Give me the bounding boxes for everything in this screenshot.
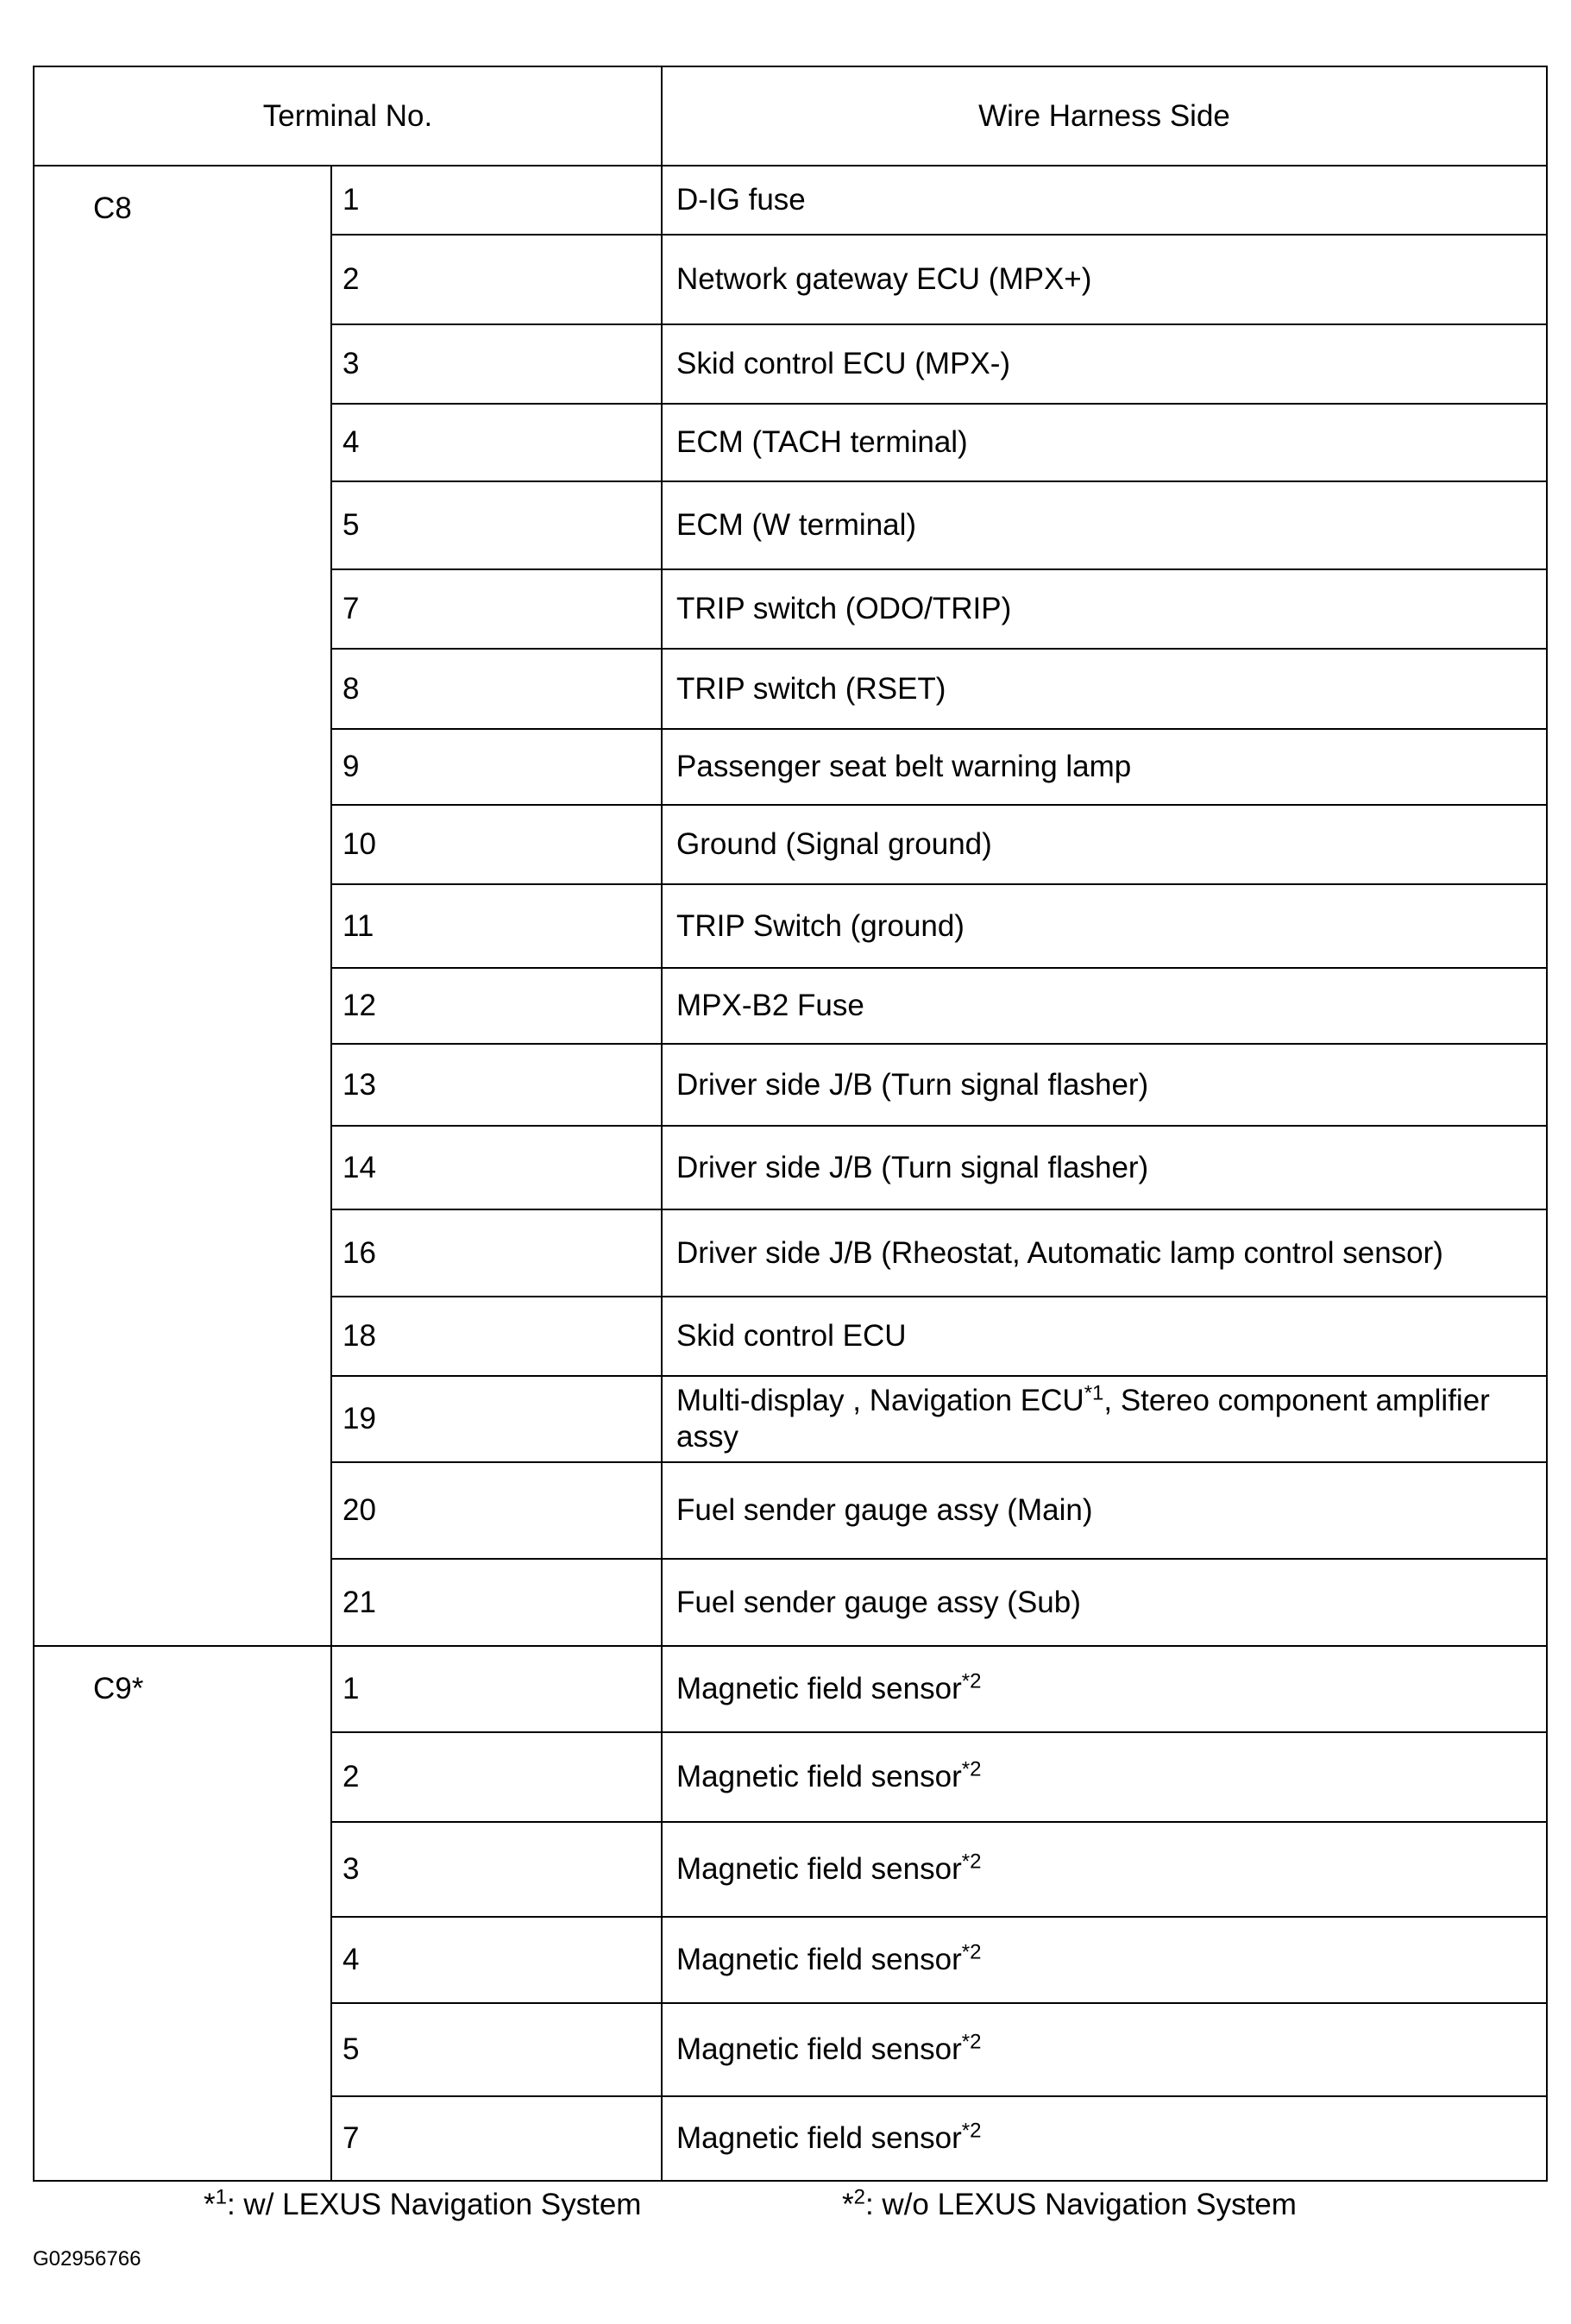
wire-harness-cell (662, 2003, 1547, 2096)
terminal-number-cell: 7 (331, 569, 662, 649)
wire-harness-text: ECM (W terminal) (676, 508, 917, 542)
wire-harness-text: Magnetic field sensor (676, 1943, 962, 1976)
wire-harness-text: Magnetic field sensor (676, 1760, 962, 1793)
wire-harness-text: TRIP switch (ODO/TRIP) (676, 592, 1012, 625)
wire-harness-side-header: Wire Harness Side (662, 66, 1547, 166)
wire-harness-text: ECM (TACH terminal) (676, 425, 968, 459)
wire-harness-cell (662, 235, 1547, 324)
wire-harness-cell (662, 166, 1547, 235)
terminal-number-cell: 1 (331, 1646, 662, 1732)
terminal-table (33, 66, 1548, 2182)
terminal-number-cell: 10 (331, 805, 662, 884)
terminal-number-cell: 2 (331, 1732, 662, 1822)
connector-cell: C9* (34, 1646, 331, 2181)
footnote-marker: *2 (961, 1669, 982, 1693)
terminal-number-cell: 19 (331, 1376, 662, 1462)
wire-harness-cell (662, 1376, 1547, 1462)
wire-harness-text: Passenger seat belt warning lamp (676, 750, 1132, 783)
wire-harness-cell (662, 324, 1547, 404)
wire-harness-text: Skid control ECU (676, 1319, 907, 1353)
footnote-1 (204, 2185, 642, 2222)
footnote-marker: *2 (961, 1940, 982, 1964)
wire-harness-cell (662, 1126, 1547, 1209)
terminal-number-cell: 12 (331, 968, 662, 1044)
footnote-1-mark: * (204, 2188, 216, 2221)
wire-harness-text: Skid control ECU (MPX-) (676, 347, 1011, 380)
footnote-marker: *2 (961, 2119, 982, 2143)
wire-harness-cell (662, 968, 1547, 1044)
wire-harness-cell (662, 481, 1547, 569)
terminal-number-cell: 7 (331, 2096, 662, 2181)
terminal-number-cell: 11 (331, 884, 662, 968)
terminal-number-cell: 8 (331, 649, 662, 729)
footnote-2-text: : w/o LEXUS Navigation System (864, 2188, 1297, 2221)
table-row (34, 166, 1547, 235)
footnote-1-sup: 1 (215, 2185, 227, 2209)
wire-harness-text: Magnetic field sensor (676, 2032, 962, 2066)
terminal-number-cell: 1 (331, 166, 662, 235)
terminal-number-cell: 4 (331, 404, 662, 481)
terminal-number-cell: 5 (331, 2003, 662, 2096)
wire-harness-text: Multi-display , Navigation ECU (676, 1384, 1084, 1417)
wire-harness-text: Fuel sender gauge assy (Main) (676, 1493, 1093, 1527)
wire-harness-cell (662, 729, 1547, 805)
wire-harness-cell (662, 1209, 1547, 1297)
footnote-2 (842, 2185, 1297, 2222)
table-row (34, 1646, 1547, 1732)
terminal-number-cell: 16 (331, 1209, 662, 1297)
wire-harness-text: D-IG fuse (676, 183, 806, 217)
figure-id: G02956766 (33, 2247, 141, 2271)
footnote-2-mark: * (842, 2188, 854, 2221)
wire-harness-cell (662, 649, 1547, 729)
footnote-2-sup: 2 (853, 2185, 865, 2209)
footnote-marker: *2 (961, 1850, 982, 1874)
wire-harness-cell (662, 1917, 1547, 2003)
wire-harness-cell (662, 1462, 1547, 1559)
connector-cell: C8 (34, 166, 331, 1646)
wire-harness-cell (662, 1822, 1547, 1917)
wire-harness-cell (662, 404, 1547, 481)
footnote-marker: *2 (961, 2030, 982, 2054)
wire-harness-text: Driver side J/B (Turn signal flasher) (676, 1067, 1149, 1102)
footnote-marker: *1 (1084, 1381, 1104, 1405)
wire-harness-text: TRIP switch (RSET) (676, 671, 946, 706)
wire-harness-cell (662, 1732, 1547, 1822)
wire-harness-text: Ground (Signal ground) (676, 827, 992, 861)
terminal-number-cell: 9 (331, 729, 662, 805)
terminal-number-cell: 3 (331, 1822, 662, 1917)
terminal-number-cell: 3 (331, 324, 662, 404)
terminal-number-cell: 14 (331, 1126, 662, 1209)
wire-harness-cell (662, 1297, 1547, 1376)
header-row (34, 66, 1547, 166)
terminal-table-body (34, 166, 1547, 2181)
wire-harness-cell (662, 2096, 1547, 2181)
terminal-no-header: Terminal No. (34, 66, 662, 166)
terminal-number-cell: 13 (331, 1044, 662, 1126)
terminal-number-cell: 18 (331, 1297, 662, 1376)
wire-harness-cell (662, 884, 1547, 968)
wire-harness-text: TRIP Switch (ground) (676, 908, 965, 943)
wire-harness-text: Driver side J/B (Turn signal flasher) (676, 1150, 1149, 1184)
wire-harness-cell (662, 1559, 1547, 1646)
footnote-1-text: : w/ LEXUS Navigation System (226, 2188, 642, 2221)
terminal-number-cell: 5 (331, 481, 662, 569)
terminal-number-cell: 4 (331, 1917, 662, 2003)
wire-harness-text: MPX-B2 Fuse (676, 989, 864, 1022)
terminal-number-cell: 20 (331, 1462, 662, 1559)
wire-harness-cell (662, 569, 1547, 649)
wire-harness-cell (662, 1646, 1547, 1732)
wire-harness-cell (662, 805, 1547, 884)
wire-harness-text: Magnetic field sensor (676, 1852, 962, 1886)
terminal-number-cell: 2 (331, 235, 662, 324)
footnote-marker: *2 (961, 1757, 982, 1781)
wire-harness-text: Magnetic field sensor (676, 1672, 962, 1705)
terminal-number-cell: 21 (331, 1559, 662, 1646)
wire-harness-cell (662, 1044, 1547, 1126)
wire-harness-text: Magnetic field sensor (676, 2121, 962, 2155)
wire-harness-text-continued: , Stereo component amplifier assy (676, 1384, 1490, 1454)
wire-harness-text: Fuel sender gauge assy (Sub) (676, 1585, 1081, 1619)
wire-harness-text: Driver side J/B (Rheostat, Automatic lamp control sensor) (676, 1235, 1443, 1270)
wire-harness-text: Network gateway ECU (MPX+) (676, 262, 1092, 296)
